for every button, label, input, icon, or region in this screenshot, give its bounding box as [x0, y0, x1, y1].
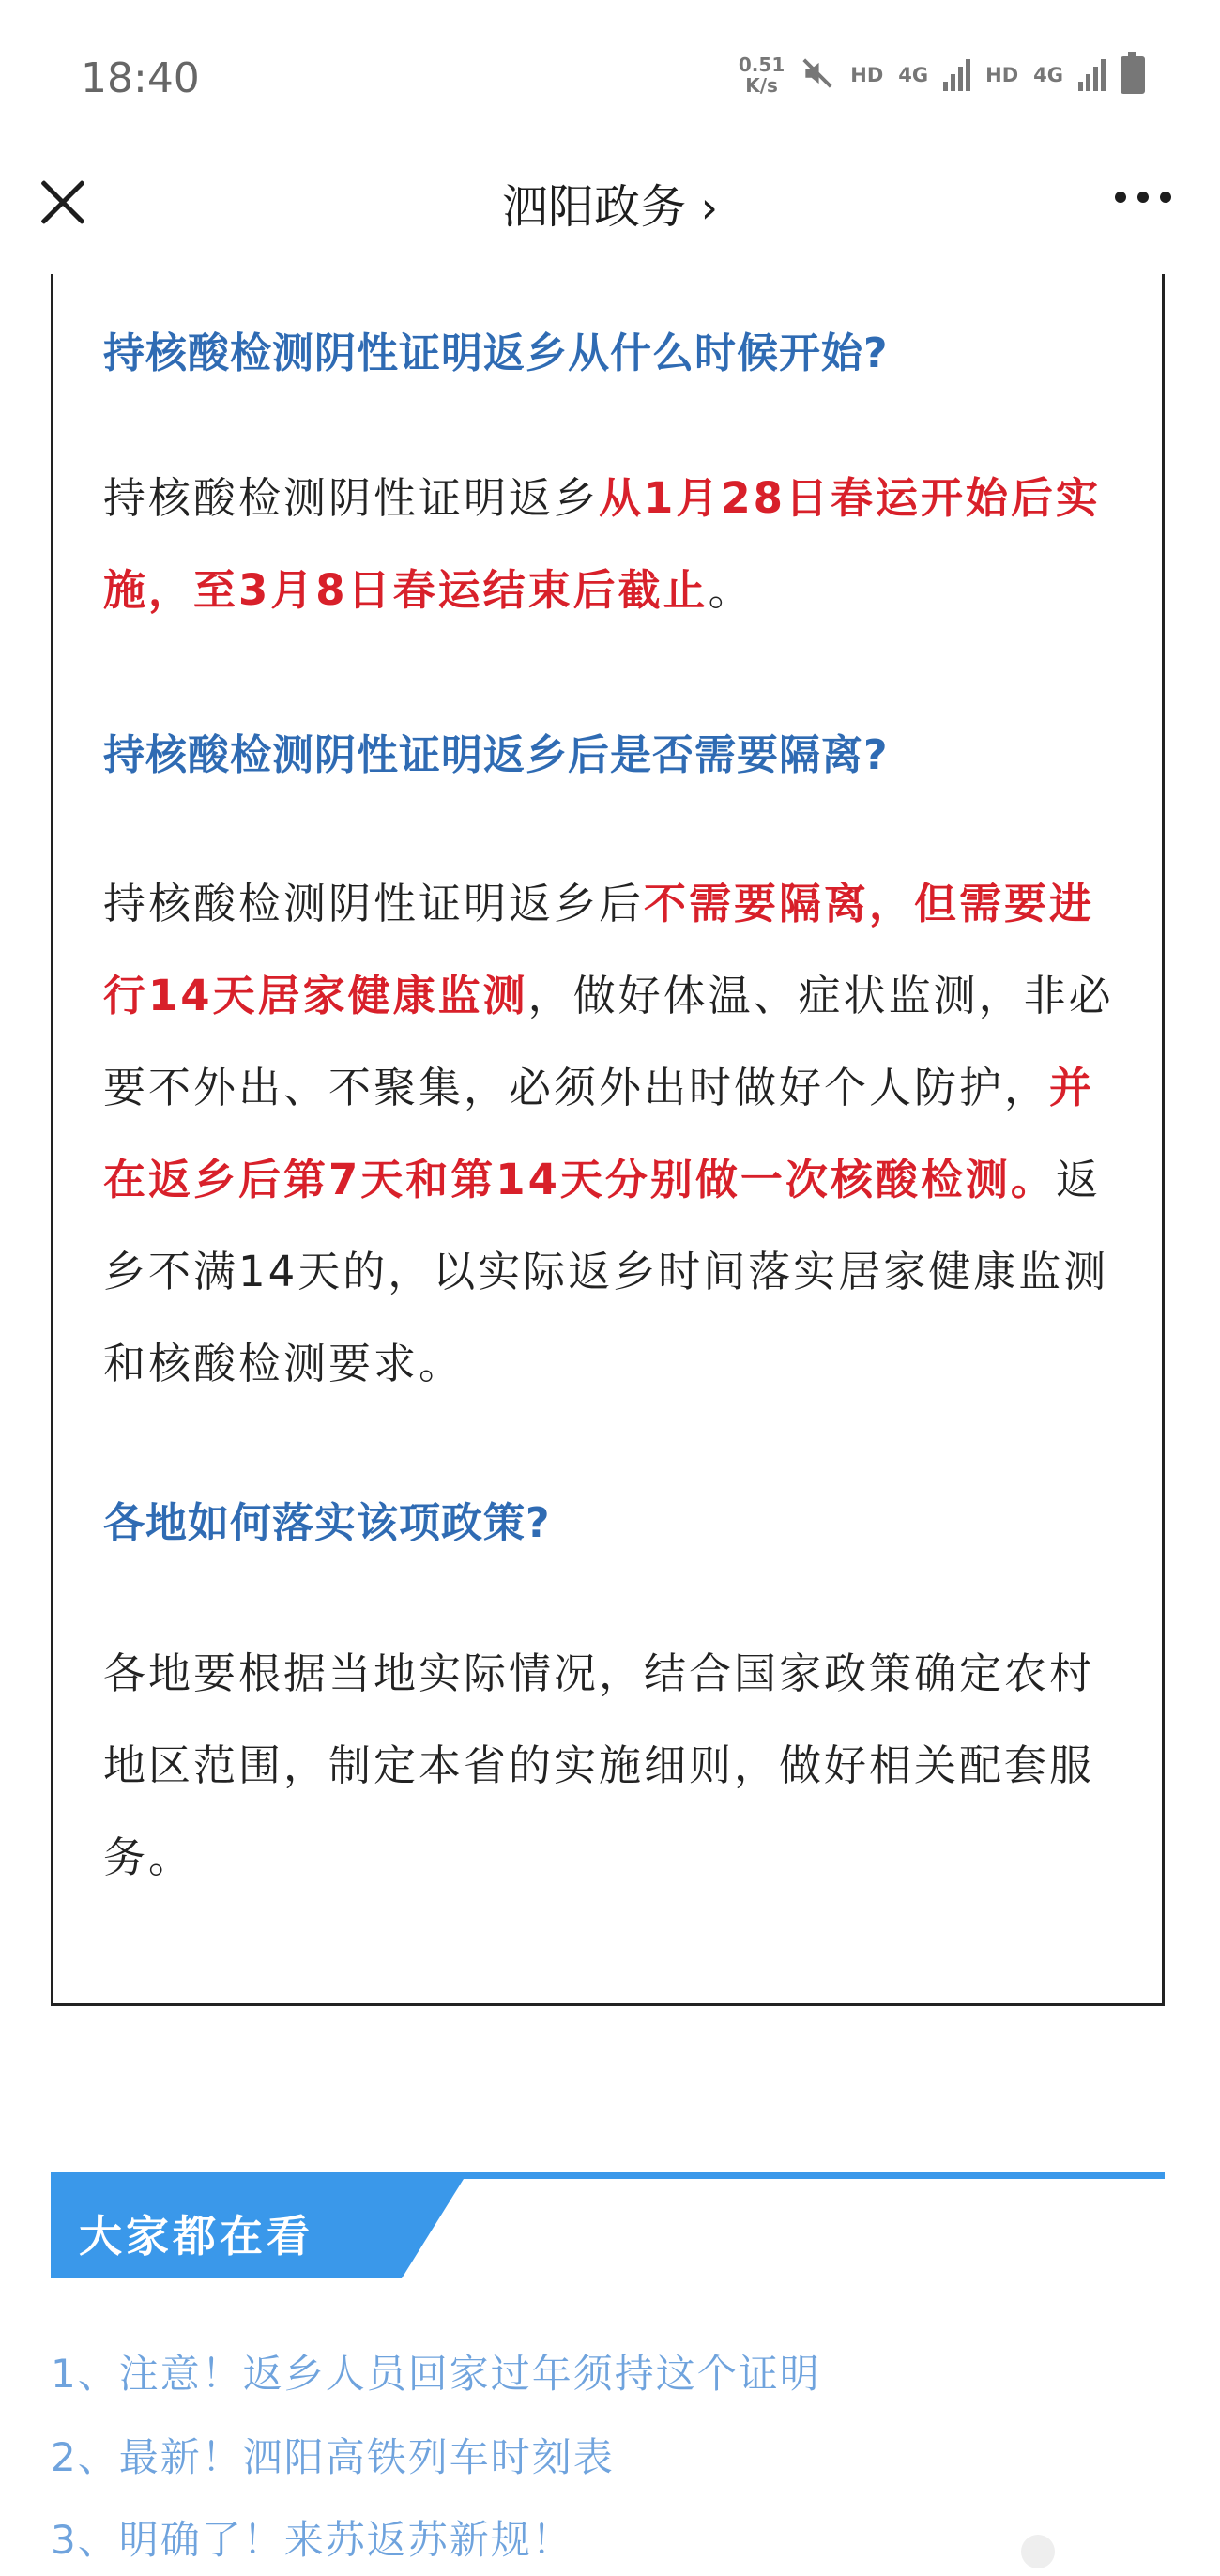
status-time: 18:40 — [81, 54, 200, 102]
page-title-text: 泗阳政务 — [502, 180, 687, 234]
more-icon[interactable] — [1115, 192, 1171, 203]
question-1: 持核酸检测阴性证明返乡从什么时候开始? — [103, 330, 889, 377]
question-3: 各地如何落实该项政策? — [103, 1499, 551, 1547]
answer-1-highlight: 从1月28日春运开始后实施，至3月8日春运结束后截止 — [103, 473, 1101, 615]
answer-3: 各地要根据当地实际情况，结合国家政策确定农村地区范围，制定本省的实施细则，做好相关配套服务。 — [103, 1648, 1095, 1882]
answer-2-text-2: ，做好体温、症状监测，非必要不外出、不聚集，必须外出时做好个人防护， — [103, 971, 1114, 1112]
answer-2-highlight-1: 不需要隔离，但需要进行14天居家健康监测 — [103, 879, 1095, 1020]
net-speed — [739, 54, 785, 96]
net-speed-value: 0.51 — [738, 54, 785, 76]
network-type-1: 4G — [898, 64, 929, 86]
recommend-divider — [51, 2172, 1165, 2179]
answer-1-end: 。 — [708, 565, 754, 615]
answer-2-text-3: 返乡不满14天的，以实际返乡时间落实居家健康监测和核酸检测要求。 — [103, 1155, 1109, 1388]
signal-icon — [1078, 59, 1106, 91]
recommend-link-1[interactable]: 1、注意！返乡人员回家过年须持这个证明 — [51, 2351, 821, 2397]
recommend-link-2[interactable]: 2、最新！泗阳高铁列车时刻表 — [51, 2434, 615, 2480]
signal-icon — [943, 59, 970, 91]
hd-label-2: HD — [985, 64, 1019, 86]
answer-2-highlight-2: 并在返乡后第7天和第14天分别做一次核酸检测。 — [103, 1063, 1095, 1204]
status-icons — [739, 54, 1145, 96]
answer-1-text: 持核酸检测阴性证明返乡 — [103, 473, 600, 523]
network-type-2: 4G — [1033, 64, 1063, 86]
page-title[interactable] — [0, 171, 1220, 237]
net-speed-unit: K/s — [745, 74, 778, 97]
floating-button[interactable] — [1021, 2535, 1055, 2568]
question-2: 持核酸检测阴性证明返乡后是否需要隔离? — [103, 731, 889, 779]
hd-label-1: HD — [850, 64, 884, 86]
chevron-right-icon: › — [700, 182, 718, 233]
recommend-link-3[interactable]: 3、明确了！来苏返苏新规！ — [51, 2517, 573, 2563]
answer-1 — [103, 452, 1117, 636]
mute-icon — [800, 55, 835, 95]
answer-2-text-1: 持核酸检测阴性证明返乡后 — [103, 879, 645, 928]
recommend-title: 大家都在看 — [79, 2211, 313, 2262]
battery-icon — [1121, 56, 1145, 94]
answer-2 — [103, 858, 1117, 1410]
